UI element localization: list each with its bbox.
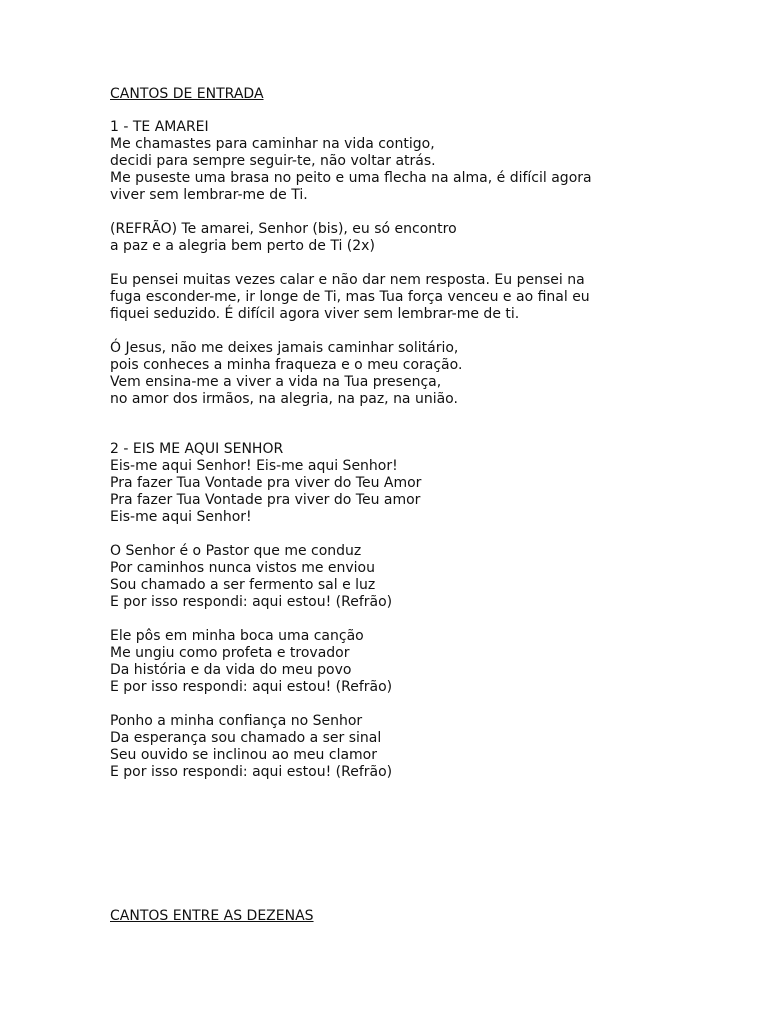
lyric-line: Da história e da vida do meu povo xyxy=(110,662,352,678)
lyric-line: Me puseste uma brasa no peito e uma flecha na alma, é difícil agora xyxy=(110,170,592,186)
section-heading-cantos-de-entrada: CANTOS DE ENTRADA xyxy=(110,86,264,102)
lyric-line: Me ungiu como profeta e trovador xyxy=(110,645,350,661)
lyric-line: Ele pôs em minha boca uma canção xyxy=(110,628,364,644)
refrain-line: Pra fazer Tua Vontade pra viver do Teu Amor xyxy=(110,475,422,491)
lyric-line: E por isso respondi: aqui estou! (Refrão) xyxy=(110,594,393,610)
section-heading-cantos-entre-as-dezenas: CANTOS ENTRE AS DEZENAS xyxy=(110,908,314,924)
lyric-line: viver sem lembrar-me de Ti. xyxy=(110,187,308,203)
refrain-line: Eis-me aqui Senhor! Eis-me aqui Senhor! xyxy=(110,458,398,474)
lyric-line: fiquei seduzido. É difícil agora viver sem lembrar-me de ti. xyxy=(110,306,520,322)
lyric-line: decidi para sempre seguir-te, não voltar atrás. xyxy=(110,153,436,169)
lyric-line: Ó Jesus, não me deixes jamais caminhar solitário, xyxy=(110,340,459,356)
lyric-line: Eu pensei muitas vezes calar e não dar nem resposta. Eu pensei na xyxy=(110,272,585,288)
lyric-line: O Senhor é o Pastor que me conduz xyxy=(110,543,362,559)
refrain-line: (REFRÃO) Te amarei, Senhor (bis), eu só encontro xyxy=(110,221,457,237)
refrain-line: Pra fazer Tua Vontade pra viver do Teu amor xyxy=(110,492,421,508)
lyric-line: Me chamastes para caminhar na vida contigo, xyxy=(110,136,435,152)
song-title-te-amarei: 1 - TE AMAREI xyxy=(110,119,209,135)
refrain-line: a paz e a alegria bem perto de Ti (2x) xyxy=(110,238,375,254)
song-title-eis-me-aqui-senhor: 2 - EIS ME AQUI SENHOR xyxy=(110,441,284,457)
lyric-line: Vem ensina-me a viver a vida na Tua presença, xyxy=(110,374,442,390)
lyric-line: no amor dos irmãos, na alegria, na paz, na união. xyxy=(110,391,458,407)
lyric-line: Ponho a minha confiança no Senhor xyxy=(110,713,363,729)
lyric-line: Seu ouvido se inclinou ao meu clamor xyxy=(110,747,377,763)
lyric-line: fuga esconder-me, ir longe de Ti, mas Tua força venceu e ao final eu xyxy=(110,289,590,305)
refrain-line: Eis-me aqui Senhor! xyxy=(110,509,252,525)
lyric-line: pois conheces a minha fraqueza e o meu coração. xyxy=(110,357,463,373)
lyric-line: E por isso respondi: aqui estou! (Refrão) xyxy=(110,679,393,695)
lyric-line: E por isso respondi: aqui estou! (Refrão) xyxy=(110,764,393,780)
lyric-line: Sou chamado a ser fermento sal e luz xyxy=(110,577,376,593)
lyric-line: Da esperança sou chamado a ser sinal xyxy=(110,730,382,746)
lyric-line: Por caminhos nunca vistos me enviou xyxy=(110,560,375,576)
